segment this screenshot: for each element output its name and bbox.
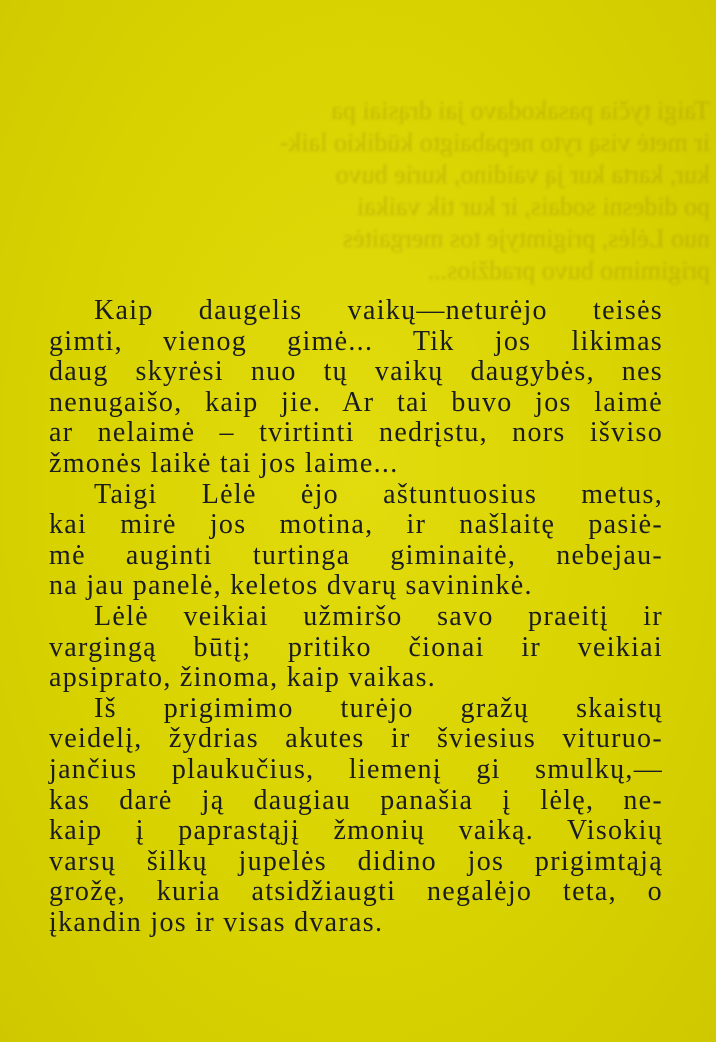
text-line: gimti, vienog gimė... Tik jos likimas bbox=[49, 325, 663, 357]
show-through-text: Taigi tyčia pasakodavo jai drąsiai pa ir metė visą ryto nepabaigto kūdikio laik- kur, karta kur ją vaidino, kurie buvo po didesni sodais, ir kur tik vaikai nuo Lėlės, prigimtyje tos mergaitės prigimimo buvo pradžios... bbox=[279, 96, 710, 285]
body-text bbox=[49, 296, 663, 938]
text-line: apsiprato, žinoma, kaip vaikas. bbox=[49, 662, 437, 694]
text-line: įkandin jos ir visas dvaras. bbox=[49, 906, 384, 938]
text-line: mė auginti turtinga giminaitė, nebejau- bbox=[49, 539, 663, 571]
text-line: grožę, kuria atsidžiaugti negalėjo teta, o bbox=[49, 876, 663, 908]
text-line: Kaip daugelis vaikų—neturėjo teisės bbox=[94, 295, 663, 326]
text-line: žmonės laikė tai jos laime... bbox=[49, 447, 399, 479]
text-line: Taigi Lėlė ėjo aštuntuosius metus, bbox=[94, 478, 663, 510]
text-line: ar nelaimė – tvirtinti nedrįstu, nors išviso bbox=[49, 417, 663, 449]
text-line: kaip į paprastąjį žmonių vaiką. Visokių bbox=[49, 815, 663, 847]
text-line: kas darė ją daugiau panašia į lėlę, ne- bbox=[49, 784, 663, 816]
text-line: jančius plaukučius, liemenį gi smulkų,— bbox=[49, 753, 663, 785]
text-line: kai mirė jos motina, ir našlaitę pasiė- bbox=[49, 509, 663, 541]
text-line: daug skyrėsi nuo tų vaikų daugybės, nes bbox=[49, 356, 663, 388]
text-line: vargingą būtį; pritiko čionai ir veikiai bbox=[49, 631, 663, 663]
text-line: Lėlė veikiai užmiršo savo praeitį ir bbox=[94, 600, 663, 632]
text-line: Iš prigimimo turėjo gražų skaistų bbox=[94, 692, 663, 724]
text-line: veidelį, žydrias akutes ir šviesius vituruo- bbox=[49, 723, 663, 755]
text-line: nenugaišo, kaip jie. Ar tai buvo jos laimė bbox=[49, 386, 663, 418]
text-line: varsų šilkų jupelės didino jos prigimtąją bbox=[49, 845, 663, 877]
text-line: na jau panelė, keletos dvarų savininkė. bbox=[49, 570, 533, 602]
